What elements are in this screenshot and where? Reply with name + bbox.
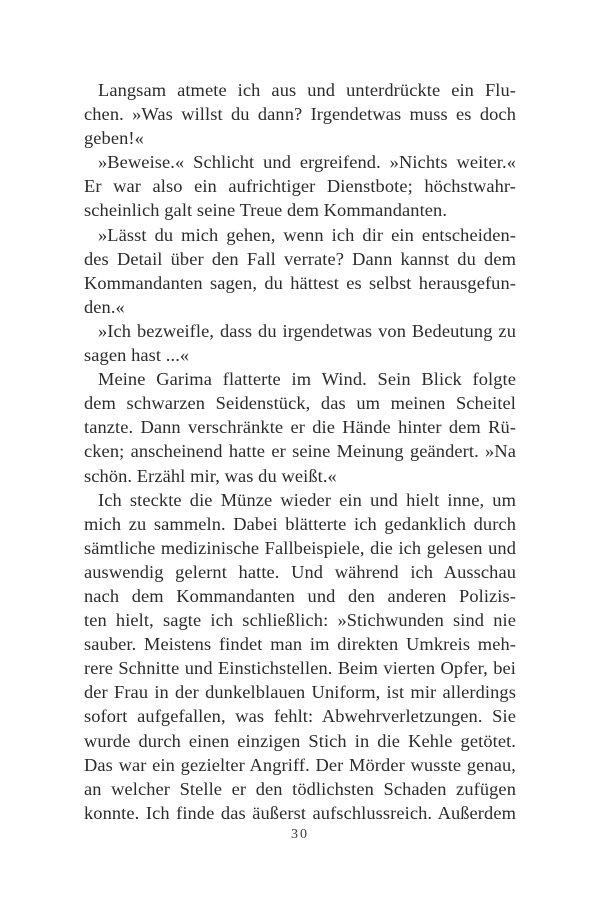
text-line: ten hielt, sagte ich schließlich: »Stichwunden sind nie	[84, 610, 516, 631]
text-line: rere Schnitte und Einstichstellen. Beim vierten Opfer, bei	[84, 658, 516, 679]
text-line: cken; anscheinend hatte er seine Meinung geändert. »Na	[84, 441, 516, 462]
text-line: des Detail über den Fall verrate? Dann kannst du dem	[84, 248, 516, 269]
text-line: »Beweise.« Schlicht und ergreifend. »Nichts weiter.«	[98, 152, 516, 173]
text-line: konnte. Ich finde das äußerst aufschlussreich. Außerdem	[84, 802, 516, 823]
text-line: Das war ein gezielter Angriff. Der Mörder wusste genau,	[84, 754, 516, 775]
text-line: »Lässt du mich gehen, wenn ich dir ein entscheiden-	[98, 224, 516, 245]
text-line: mich zu sammeln. Dabei blätterte ich gedanklich durch	[84, 513, 516, 534]
body-text	[84, 78, 516, 825]
text-line: sämtliche medizinische Fallbeispiele, die ich gelesen und	[84, 537, 516, 558]
text-line: dem schwarzen Seidenstück, das um meinen Scheitel	[84, 393, 516, 414]
text-line: scheinlich galt seine Treue dem Kommandanten.	[84, 200, 448, 221]
text-line: sauber. Meistens findet man im direkten Umkreis meh-	[84, 634, 516, 655]
text-line: sofort aufgefallen, was fehlt: Abwehrverletzungen. Sie	[84, 706, 516, 727]
text-line: chen. »Was willst du dann? Irgendetwas muss es doch	[84, 104, 516, 125]
text-line: auswendig gelernt hatte. Und während ich Ausschau	[84, 561, 516, 582]
text-line: Kommandanten sagen, du hättest es selbst herausgefun-	[84, 272, 516, 293]
text-line: an welcher Stelle er den tödlichsten Schaden zufügen	[84, 778, 516, 799]
text-line: Langsam atmete ich aus und unterdrückte ein Flu-	[98, 80, 516, 100]
text-line: Er war also ein aufrichtiger Dienstbote; höchstwahr-	[84, 176, 516, 197]
text-line: den.«	[84, 296, 125, 317]
text-line: schön. Erzähl mir, was du weißt.«	[84, 465, 337, 486]
text-line: nach dem Kommandanten und den anderen Polizis-	[84, 585, 516, 606]
text-line: geben!«	[84, 128, 144, 149]
text-line: wurde durch einen einzigen Stich in die Kehle getötet.	[84, 730, 516, 751]
text-line: Meine Garima flatterte im Wind. Sein Blick folgte	[98, 369, 516, 390]
text-line: Ich steckte die Münze wieder ein und hielt inne, um	[98, 489, 516, 510]
text-line: der Frau in der dunkelblauen Uniform, ist mir allerdings	[84, 682, 516, 703]
text-line: tanzte. Dann verschränkte er die Hände hinter dem Rü-	[84, 417, 516, 438]
text-line: sagen hast ...«	[84, 345, 190, 366]
page-number: 30	[291, 827, 309, 842]
text-line: »Ich bezweifle, dass du irgendetwas von Bedeutung zu	[98, 320, 516, 341]
